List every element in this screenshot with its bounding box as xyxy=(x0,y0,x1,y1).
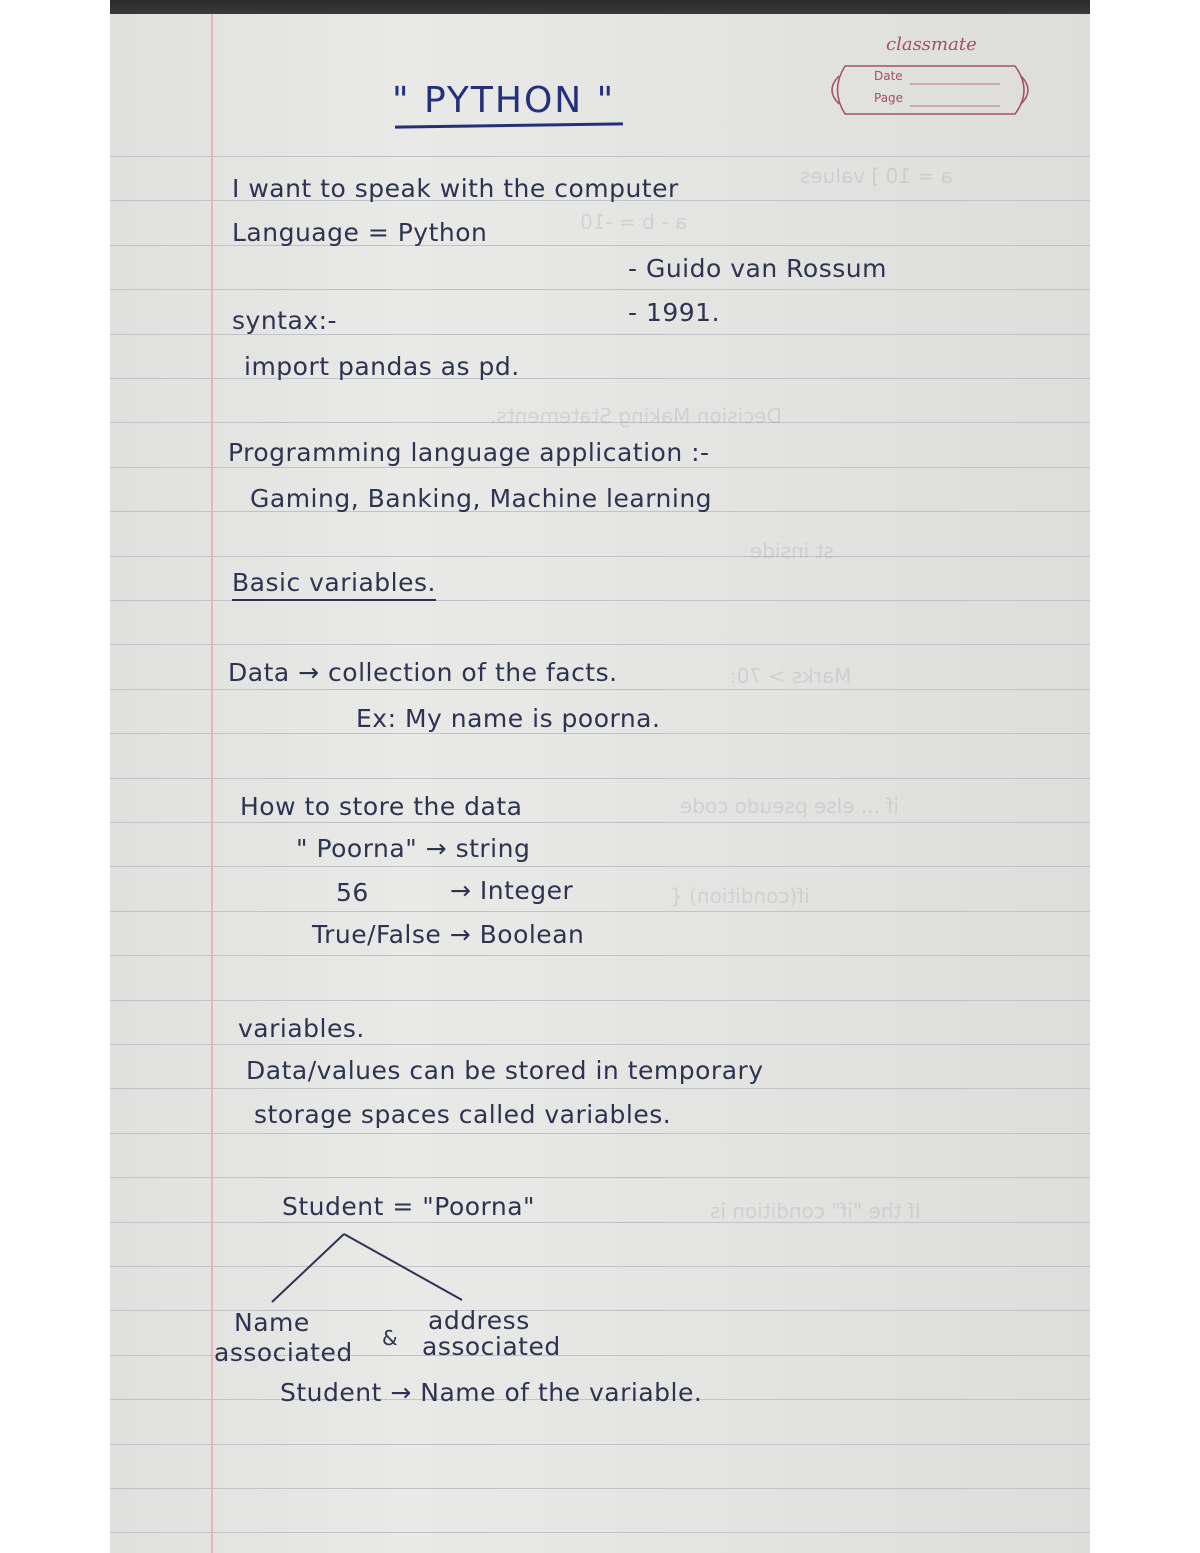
note-line: 56 xyxy=(336,878,369,907)
note-line: → Integer xyxy=(450,876,574,905)
note-line: Student = "Poorna" xyxy=(282,1192,536,1221)
diagram-label: associated xyxy=(214,1338,353,1367)
bleed-through-text: a = 10 ] values xyxy=(800,164,953,188)
photo-background-edge xyxy=(110,0,1090,14)
note-line: Gaming, Banking, Machine learning xyxy=(250,484,713,513)
note-line: Data → collection of the facts. xyxy=(228,658,618,687)
bleed-through-text: if ... else pseudo code xyxy=(680,794,899,818)
date-label: Date xyxy=(874,69,903,83)
diagram-label: Name xyxy=(234,1308,310,1337)
page-title: " PYTHON " xyxy=(392,80,616,121)
note-heading: Basic variables. xyxy=(232,568,436,597)
note-line: Ex: My name is poorna. xyxy=(356,704,661,733)
note-heading: How to store the data xyxy=(240,792,523,821)
note-line: True/False → Boolean xyxy=(312,920,585,949)
bleed-through-text: Decision Making Statements. xyxy=(490,404,782,428)
bleed-through-text: a - b = -10 xyxy=(580,210,688,234)
page-label: Page xyxy=(874,91,904,105)
ampersand: & xyxy=(382,1326,399,1350)
bleed-through-text: Marks > 70: xyxy=(730,664,852,688)
bleed-through-text: if(condition) { xyxy=(670,884,810,908)
brand-logo-text: classmate xyxy=(886,34,977,55)
note-line: Language = Python xyxy=(232,218,488,247)
note-line: syntax:- xyxy=(232,306,338,335)
notebook-page xyxy=(110,14,1090,1553)
note-heading: Programming language application :- xyxy=(228,438,710,467)
note-line: " Poorna" → string xyxy=(296,834,531,863)
note-heading: variables. xyxy=(238,1014,365,1043)
note-line: Student → Name of the variable. xyxy=(280,1378,703,1407)
bleed-through-text: st inside xyxy=(750,539,834,563)
diagram-label: associated xyxy=(422,1332,561,1361)
note-line: - Guido van Rossum xyxy=(628,254,887,283)
note-line: - 1991. xyxy=(628,298,721,327)
note-line: storage spaces called variables. xyxy=(254,1100,672,1129)
note-line: Data/values can be stored in temporary xyxy=(246,1056,764,1085)
bleed-through-text: If the "if" condition is xyxy=(710,1199,921,1223)
diagram-label: address xyxy=(428,1306,530,1335)
note-line: import pandas as pd. xyxy=(244,352,520,381)
note-line: I want to speak with the computer xyxy=(232,174,679,203)
